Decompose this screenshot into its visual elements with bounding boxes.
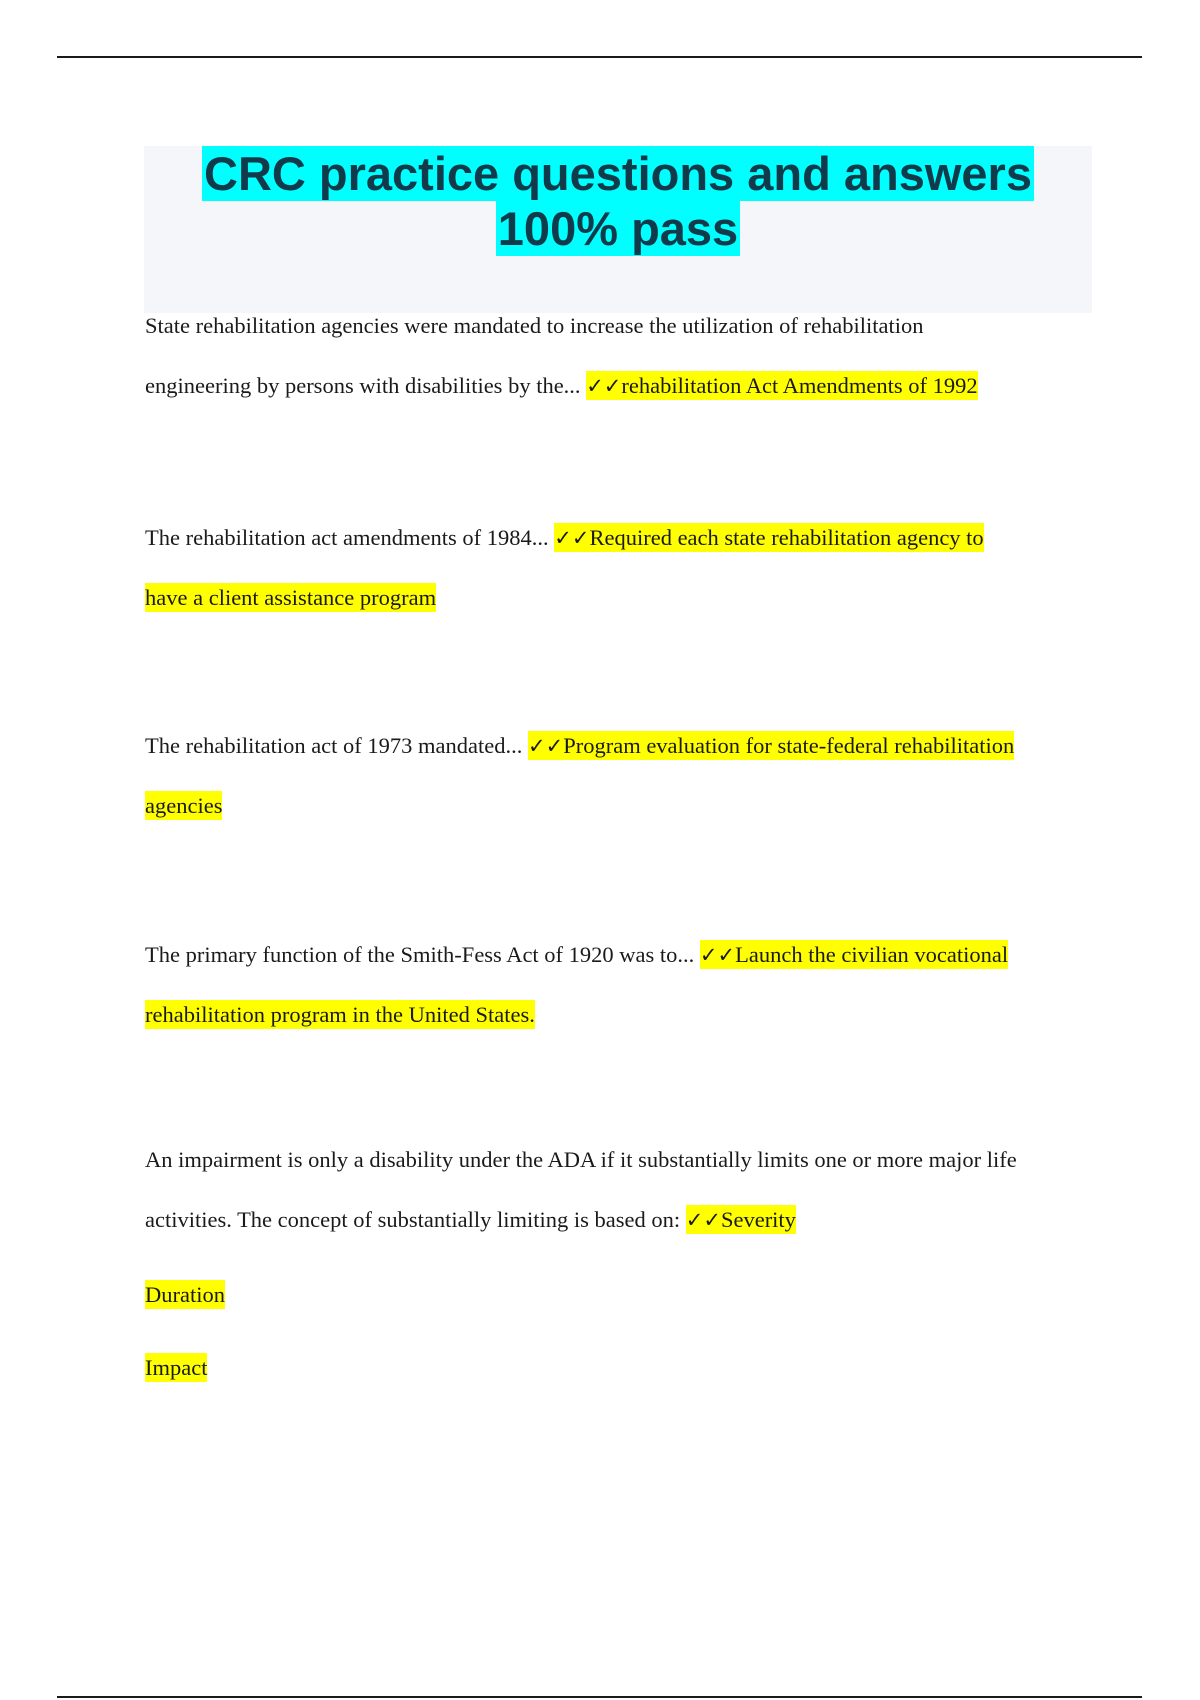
qa-item [145,1130,1085,1250]
answer-text: Launch the civilian vocational [735,942,1009,967]
question-line: engineering by persons with disabilities by the... ✓✓rehabilitation Act Amendments of 1992 [145,373,978,398]
question-line: State rehabilitation agencies were mandated to increase the utilization of rehabilitation [145,313,924,338]
question-line: An impairment is only a disability under the ADA if it substantially limits one or more major life [145,1147,1017,1172]
answer-text: Impact [145,1355,208,1380]
answer-text: Severity [720,1207,796,1232]
bottom-rule [57,1696,1142,1698]
qa-item [145,716,1085,836]
document-title-line-2: 100% pass [497,202,739,255]
answer-highlight [554,523,983,552]
double-check-icon: ✓✓ [685,1208,721,1232]
double-check-icon: ✓✓ [554,526,590,550]
answer-text: have a client assistance program [145,585,437,610]
answer-highlight [700,940,1008,969]
title-block [144,146,1092,313]
answer-line [145,1265,225,1325]
answer-line [145,776,1085,836]
qa-item [145,925,1085,1045]
answer-text: rehabilitation program in the United States. [145,1002,535,1027]
double-check-icon: ✓✓ [586,374,622,398]
question-line: The rehabilitation act of 1973 mandated... ✓✓Program evaluation for state-federal rehabilitation [145,733,1015,758]
document-title-line-1: CRC practice questions and answers [204,147,1032,200]
answer-line [145,568,1085,628]
answer-line [145,985,1085,1045]
answer-text: agencies [145,793,223,818]
question-line: The primary function of the Smith-Fess Act of 1920 was to... ✓✓Launch the civilian vocational [145,942,1009,967]
answer-highlight [586,371,977,400]
answer-text: Required each state rehabilitation agency to [589,525,984,550]
answer-line [145,1338,207,1398]
double-check-icon: ✓✓ [699,943,736,967]
qa-item [145,508,1085,628]
question-line: The rehabilitation act amendments of 1984... ✓✓Required each state rehabilitation agency to [145,525,984,550]
qa-item [145,296,1085,416]
answer-text: Program evaluation for state-federal rehabilitation [563,733,1015,758]
double-check-icon: ✓✓ [528,734,564,758]
answer-text: Duration [145,1282,225,1307]
question-line: activities. The concept of substantially limiting is based on: ✓✓Severity [145,1207,796,1232]
top-rule [57,56,1142,58]
answer-highlight [686,1205,796,1234]
answer-text: rehabilitation Act Amendments of 1992 [621,373,978,398]
answer-highlight [528,731,1014,760]
